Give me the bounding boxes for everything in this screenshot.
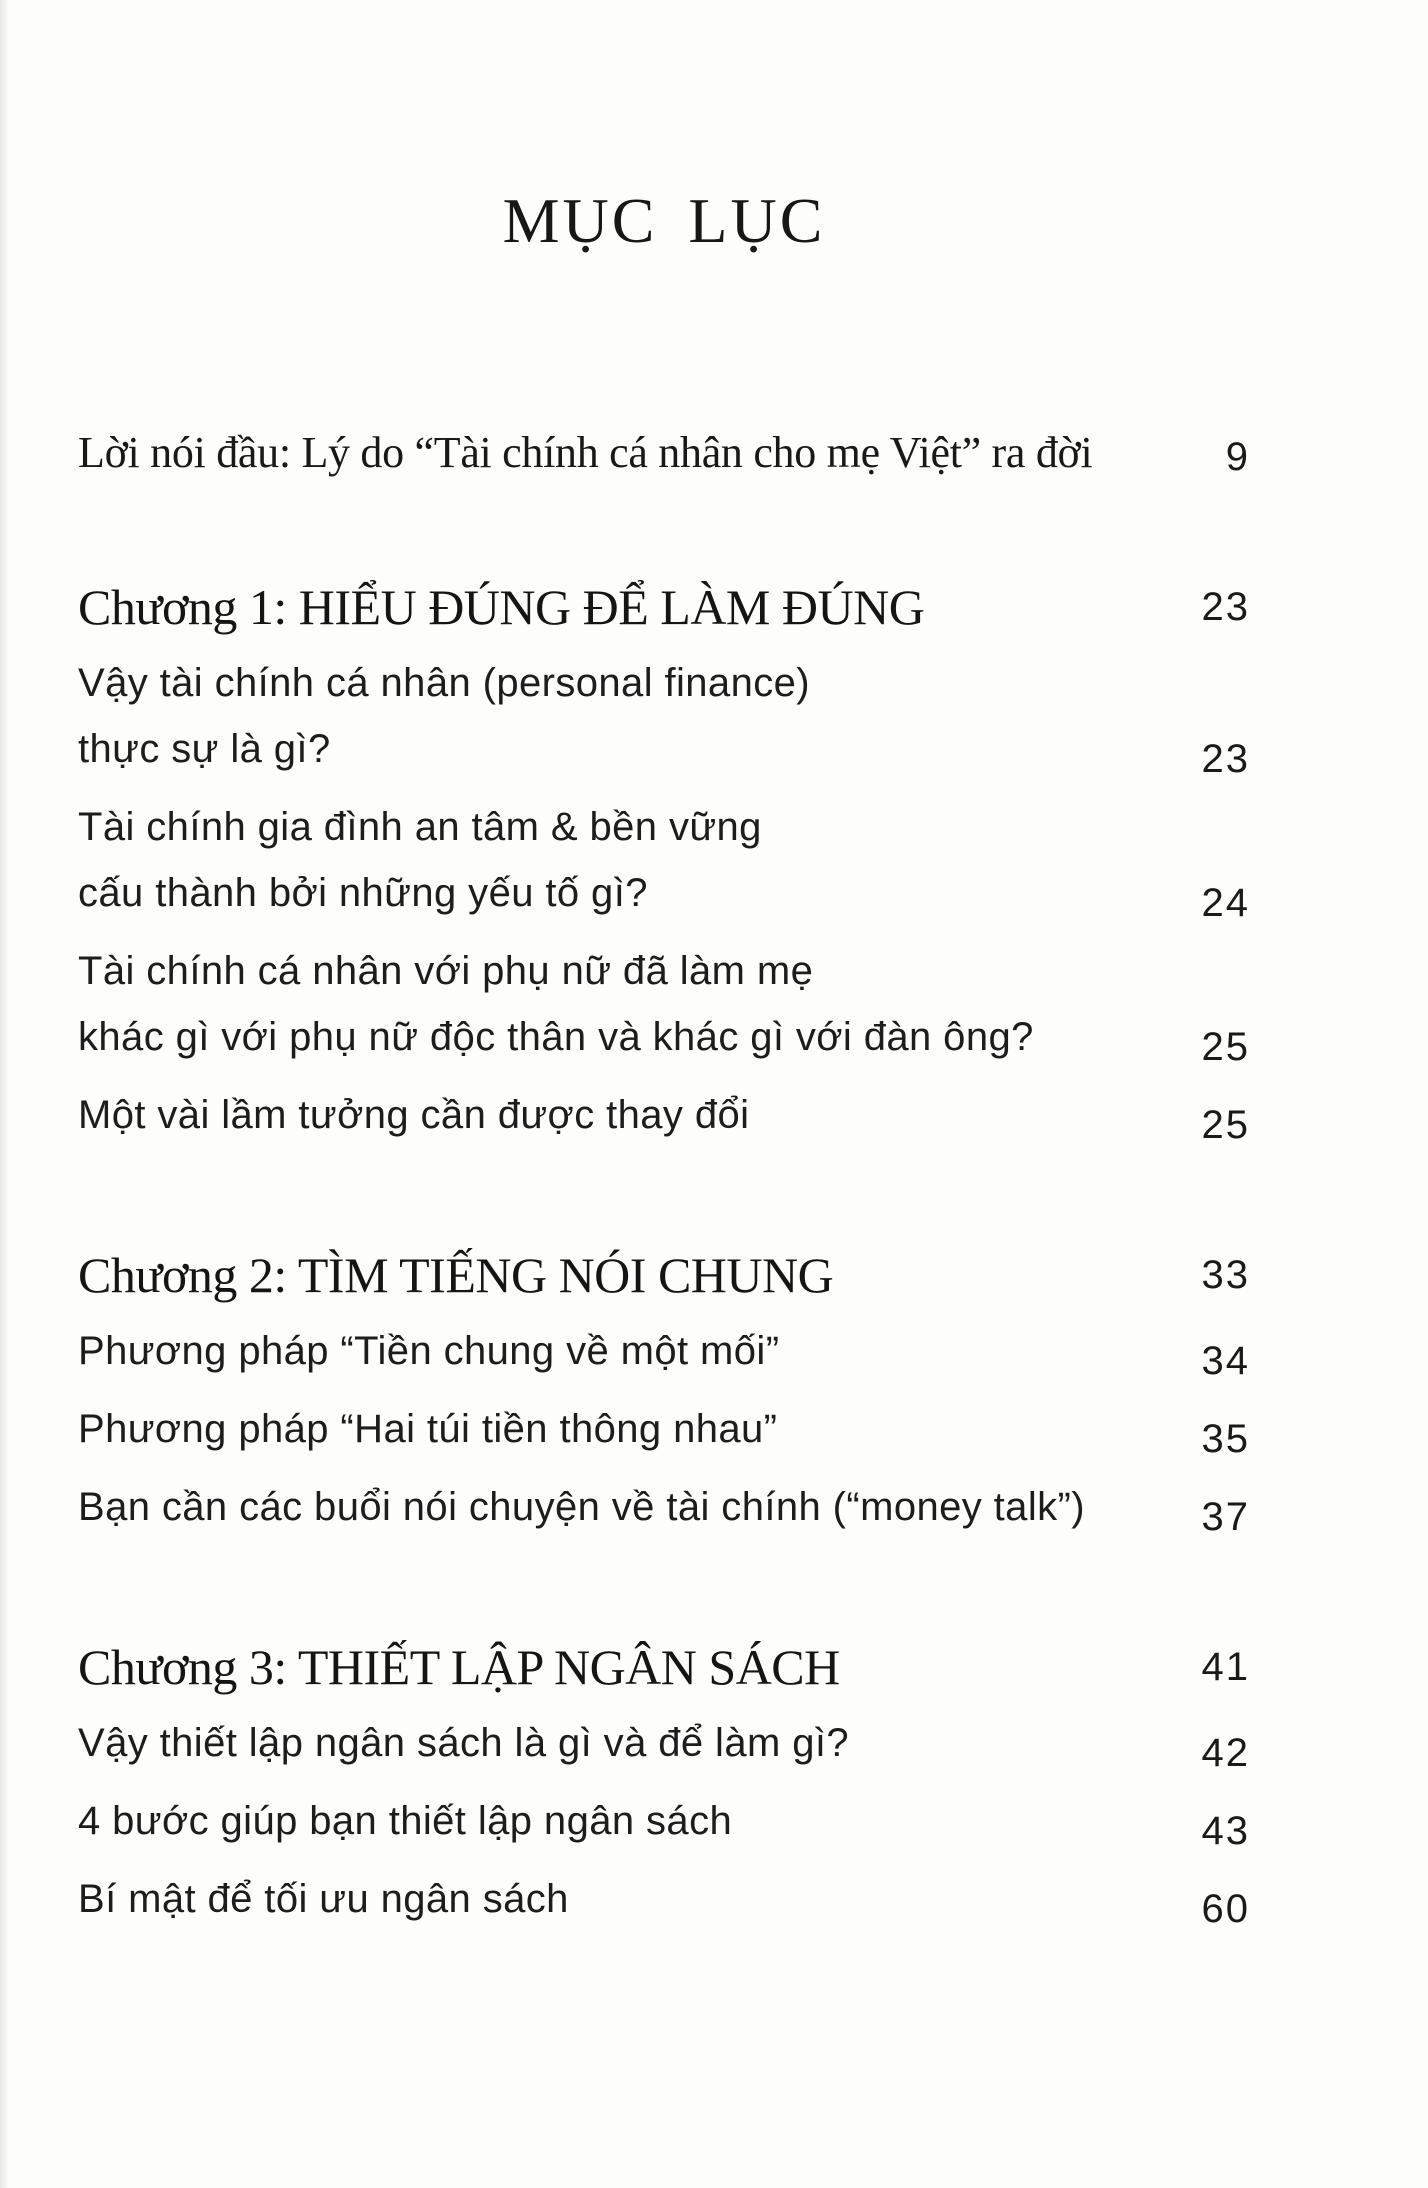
toc-page-number: 34 — [1201, 1338, 1250, 1383]
scan-edge-artifact — [0, 0, 9, 2188]
toc-entry-text — [78, 1635, 1166, 1700]
toc-entry-text — [78, 1710, 1166, 1776]
toc-page-number: 42 — [1201, 1730, 1250, 1775]
toc-entry-text — [78, 1788, 1166, 1854]
toc-entry-line: Tài chính cá nhân với phụ nữ đã làm mẹ — [78, 948, 814, 993]
toc-chapter-row — [78, 1635, 1250, 1700]
toc-entry-line: Tài chính gia đình an tâm & bền vững — [78, 804, 762, 849]
toc-entry-row — [78, 425, 1250, 480]
toc-chapter-row — [78, 575, 1250, 640]
toc-entry-line: cấu thành bởi những yếu tố gì? — [78, 870, 648, 915]
toc-page-number: 23 — [1201, 736, 1250, 781]
toc-entry-line: thực sự là gì? — [78, 726, 331, 771]
toc-entry-line: Vậy thiết lập ngân sách là gì và để làm gì? — [78, 1720, 850, 1765]
toc-list — [78, 425, 1250, 1932]
toc-page-number: 23 — [1201, 584, 1250, 629]
toc-page-number: 25 — [1201, 1024, 1250, 1069]
toc-page-number: 33 — [1201, 1252, 1250, 1297]
toc-entry-line: Chương 2: TÌM TIẾNG NÓI CHUNG — [78, 1246, 834, 1303]
toc-page-number: 35 — [1201, 1416, 1250, 1461]
toc-entry-text — [78, 575, 1166, 640]
toc-entry-text — [78, 1396, 1166, 1462]
toc-entry-text — [78, 650, 1166, 782]
toc-entry-text — [78, 1866, 1166, 1932]
toc-entry-line: Bí mật để tối ưu ngân sách — [78, 1876, 569, 1921]
toc-entry-line: Phương pháp “Hai túi tiền thông nhau” — [78, 1406, 778, 1451]
toc-entry-row — [78, 1474, 1250, 1540]
toc-page-number: 43 — [1201, 1808, 1250, 1853]
toc-entry-row — [78, 1866, 1250, 1932]
toc-entry-row — [78, 938, 1250, 1070]
toc-entry-line: Một vài lầm tưởng cần được thay đổi — [78, 1092, 750, 1137]
toc-entry-line: 4 bước giúp bạn thiết lập ngân sách — [78, 1798, 733, 1843]
page-title: MỤC LỤC — [502, 184, 826, 256]
toc-chapter-row — [78, 1243, 1250, 1308]
toc-page-number: 41 — [1201, 1644, 1250, 1689]
toc-entry-row — [78, 1082, 1250, 1148]
toc-page-number: 25 — [1201, 1102, 1250, 1147]
toc-entry-line: Vậy tài chính cá nhân (personal finance) — [78, 660, 810, 705]
toc-entry-text — [78, 794, 1166, 926]
toc-entry-line: Lời nói đầu: Lý do “Tài chính cá nhân cho mẹ Việt” ra đời — [78, 427, 1093, 477]
toc-entry-line: Phương pháp “Tiền chung về một mối” — [78, 1328, 780, 1373]
toc-page-number: 37 — [1201, 1494, 1250, 1539]
toc-entry-text — [78, 1243, 1166, 1308]
toc-entry-row — [78, 650, 1250, 782]
toc-entry-text — [78, 1082, 1166, 1148]
toc-entry-row — [78, 1710, 1250, 1776]
toc-page-number: 24 — [1201, 880, 1250, 925]
toc-entry-text — [78, 1474, 1166, 1540]
toc-page-number: 9 — [1225, 434, 1250, 479]
toc-entry-row — [78, 794, 1250, 926]
toc-entry-text — [78, 938, 1166, 1070]
toc-page-number: 60 — [1201, 1886, 1250, 1931]
toc-entry-row — [78, 1396, 1250, 1462]
toc-entry-line: Chương 1: HIỂU ĐÚNG ĐỂ LÀM ĐÚNG — [78, 578, 925, 635]
toc-entry-row — [78, 1318, 1250, 1384]
toc-entry-line: Chương 3: THIẾT LẬP NGÂN SÁCH — [78, 1638, 840, 1695]
toc-entry-text — [78, 1318, 1166, 1384]
toc-entry-row — [78, 1788, 1250, 1854]
toc-entry-text — [78, 425, 1166, 480]
toc-entry-line: Bạn cần các buổi nói chuyện về tài chính (“money talk”) — [78, 1484, 1085, 1529]
toc-entry-line: khác gì với phụ nữ độc thân và khác gì với đàn ông? — [78, 1014, 1034, 1059]
